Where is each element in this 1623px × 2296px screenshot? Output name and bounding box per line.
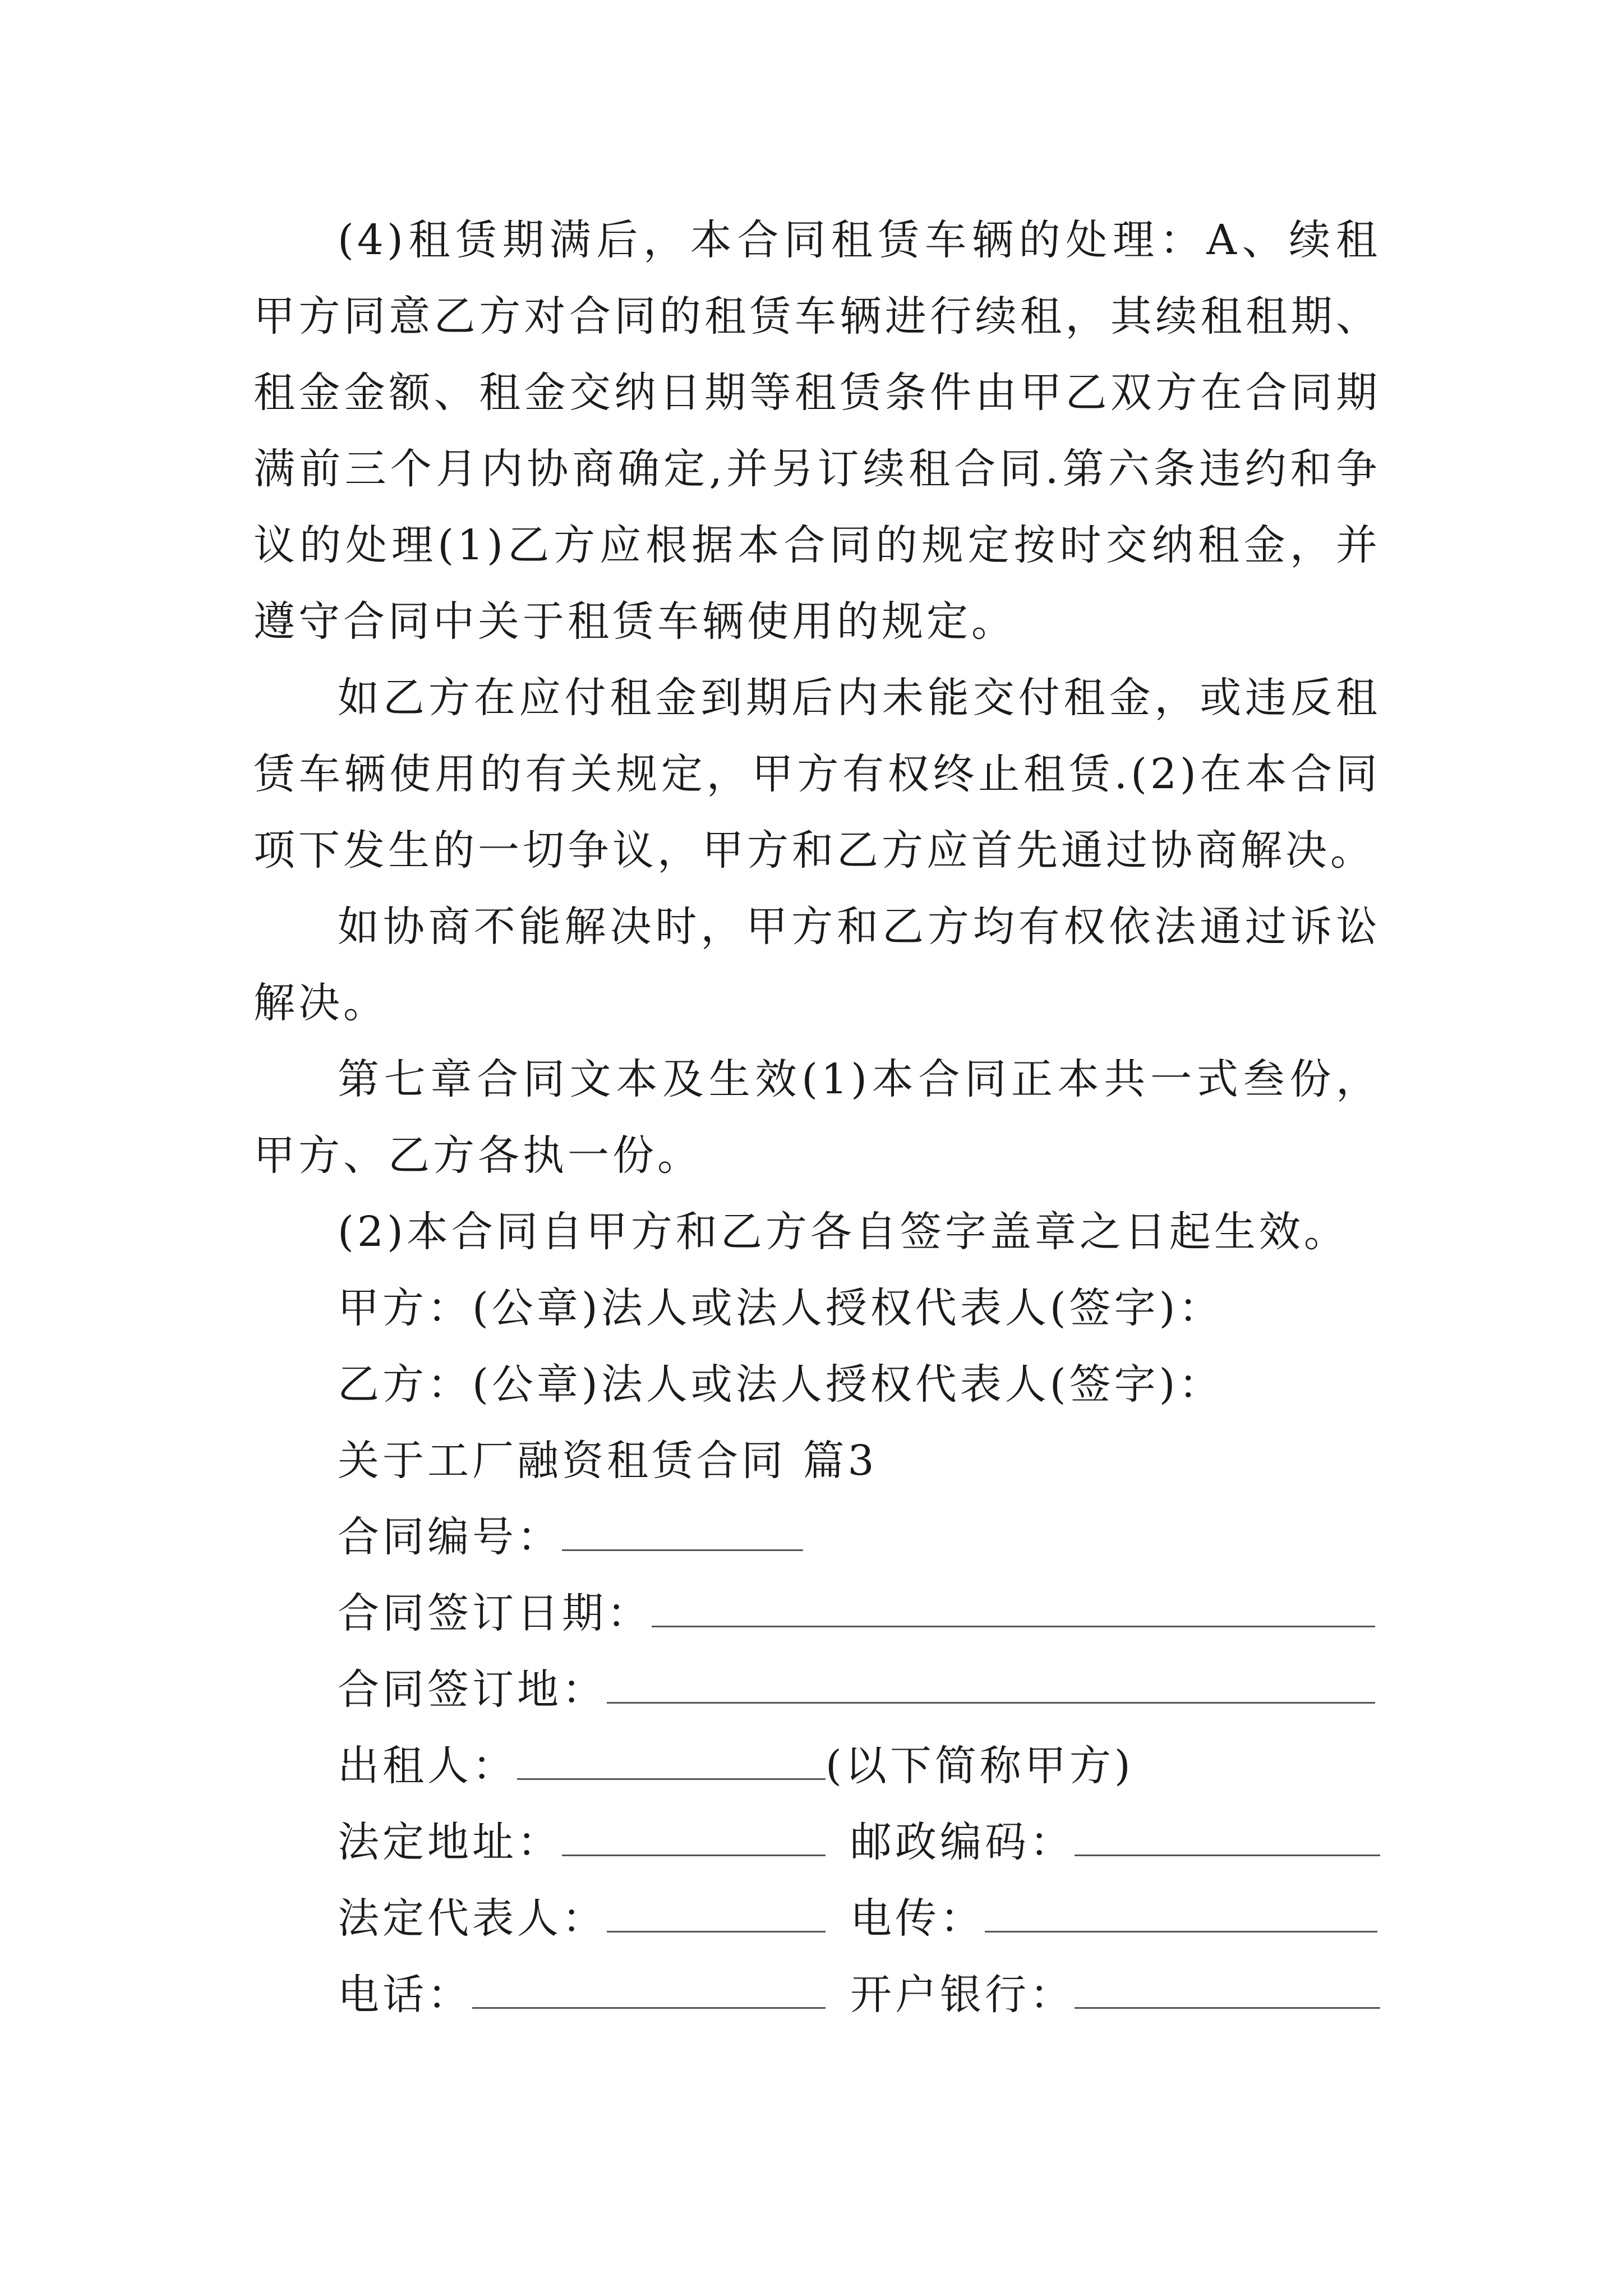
contract-no-label: 合同编号： [338, 1513, 562, 1561]
legal-address-blank [562, 1821, 826, 1856]
form-row-phone [253, 1957, 1381, 2033]
paragraph-litigation: 如协商不能解决时，甲方和乙方均有权依法通过诉讼解决。 [253, 903, 1381, 1027]
fax-blank [985, 1897, 1377, 1932]
legal-address-label: 法定地址： [338, 1818, 562, 1866]
legal-rep-label: 法定代表人： [338, 1894, 607, 1943]
phone-label: 电话： [338, 1971, 472, 2019]
paragraph-termination: 如乙方在应付租金到期后内未能交付租金，或违反租赁车辆使用的有关规定，甲方有权终止租赁.(2)在本合同项下发生的一切争议，甲方和乙方应首先通过协商解决。 [253, 674, 1381, 875]
form-row-contract-no [253, 1499, 1381, 1575]
form-row-sign-date [253, 1575, 1381, 1651]
form-row-legal-rep [253, 1880, 1381, 1957]
postal-code-label: 邮政编码： [850, 1818, 1075, 1866]
sign-place-blank [607, 1668, 1375, 1704]
line-party-b-signature: 乙方：(公章)法人或法人授权代表人(签字)： [338, 1360, 1224, 1409]
line-effective-date: (2)本合同自甲方和乙方各自签字盖章之日起生效。 [338, 1208, 1349, 1256]
lessor-label: 出租人： [338, 1742, 517, 1790]
document-body [253, 202, 1381, 2033]
sign-date-blank [652, 1592, 1375, 1627]
section-heading: 关于工厂融资租赁合同 篇3 [338, 1437, 878, 1485]
bank-label: 开户银行： [850, 1971, 1075, 2019]
form-row-sign-place [253, 1651, 1381, 1728]
line-party-a-signature: 甲方：(公章)法人或法人授权代表人(签字)： [338, 1284, 1224, 1332]
form-row-address [253, 1804, 1381, 1880]
contract-no-blank [562, 1516, 803, 1551]
fax-label: 电传： [850, 1894, 985, 1943]
paragraph-chapter-seven: 第七章合同文本及生效(1)本合同正本共一式叁份，甲方、乙方各执一份。 [253, 1055, 1381, 1180]
sign-date-label: 合同签订日期： [338, 1589, 652, 1637]
legal-rep-blank [607, 1897, 826, 1932]
postal-code-blank [1075, 1821, 1380, 1856]
paragraph-lease-expiry: (4)租赁期满后，本合同租赁车辆的处理：A、续租甲方同意乙方对合同的租赁车辆进行续租，其续租租期、租金金额、租金交纳日期等租赁条件由甲乙双方在合同期满前三个月内协商确定,并另订续租合同.第六条违约和争议的处理(1)乙方应根据本合同的规定按时交纳租金，并遵守合同中关于租赁车辆使用的规定。 [253, 216, 1381, 646]
lessor-note: (以下简称甲方) [826, 1742, 1134, 1790]
form-row-lessor [253, 1728, 1381, 1804]
lessor-blank [517, 1745, 826, 1780]
bank-blank [1075, 1973, 1380, 2009]
sign-place-label: 合同签订地： [338, 1665, 607, 1714]
phone-blank [472, 1973, 826, 2009]
